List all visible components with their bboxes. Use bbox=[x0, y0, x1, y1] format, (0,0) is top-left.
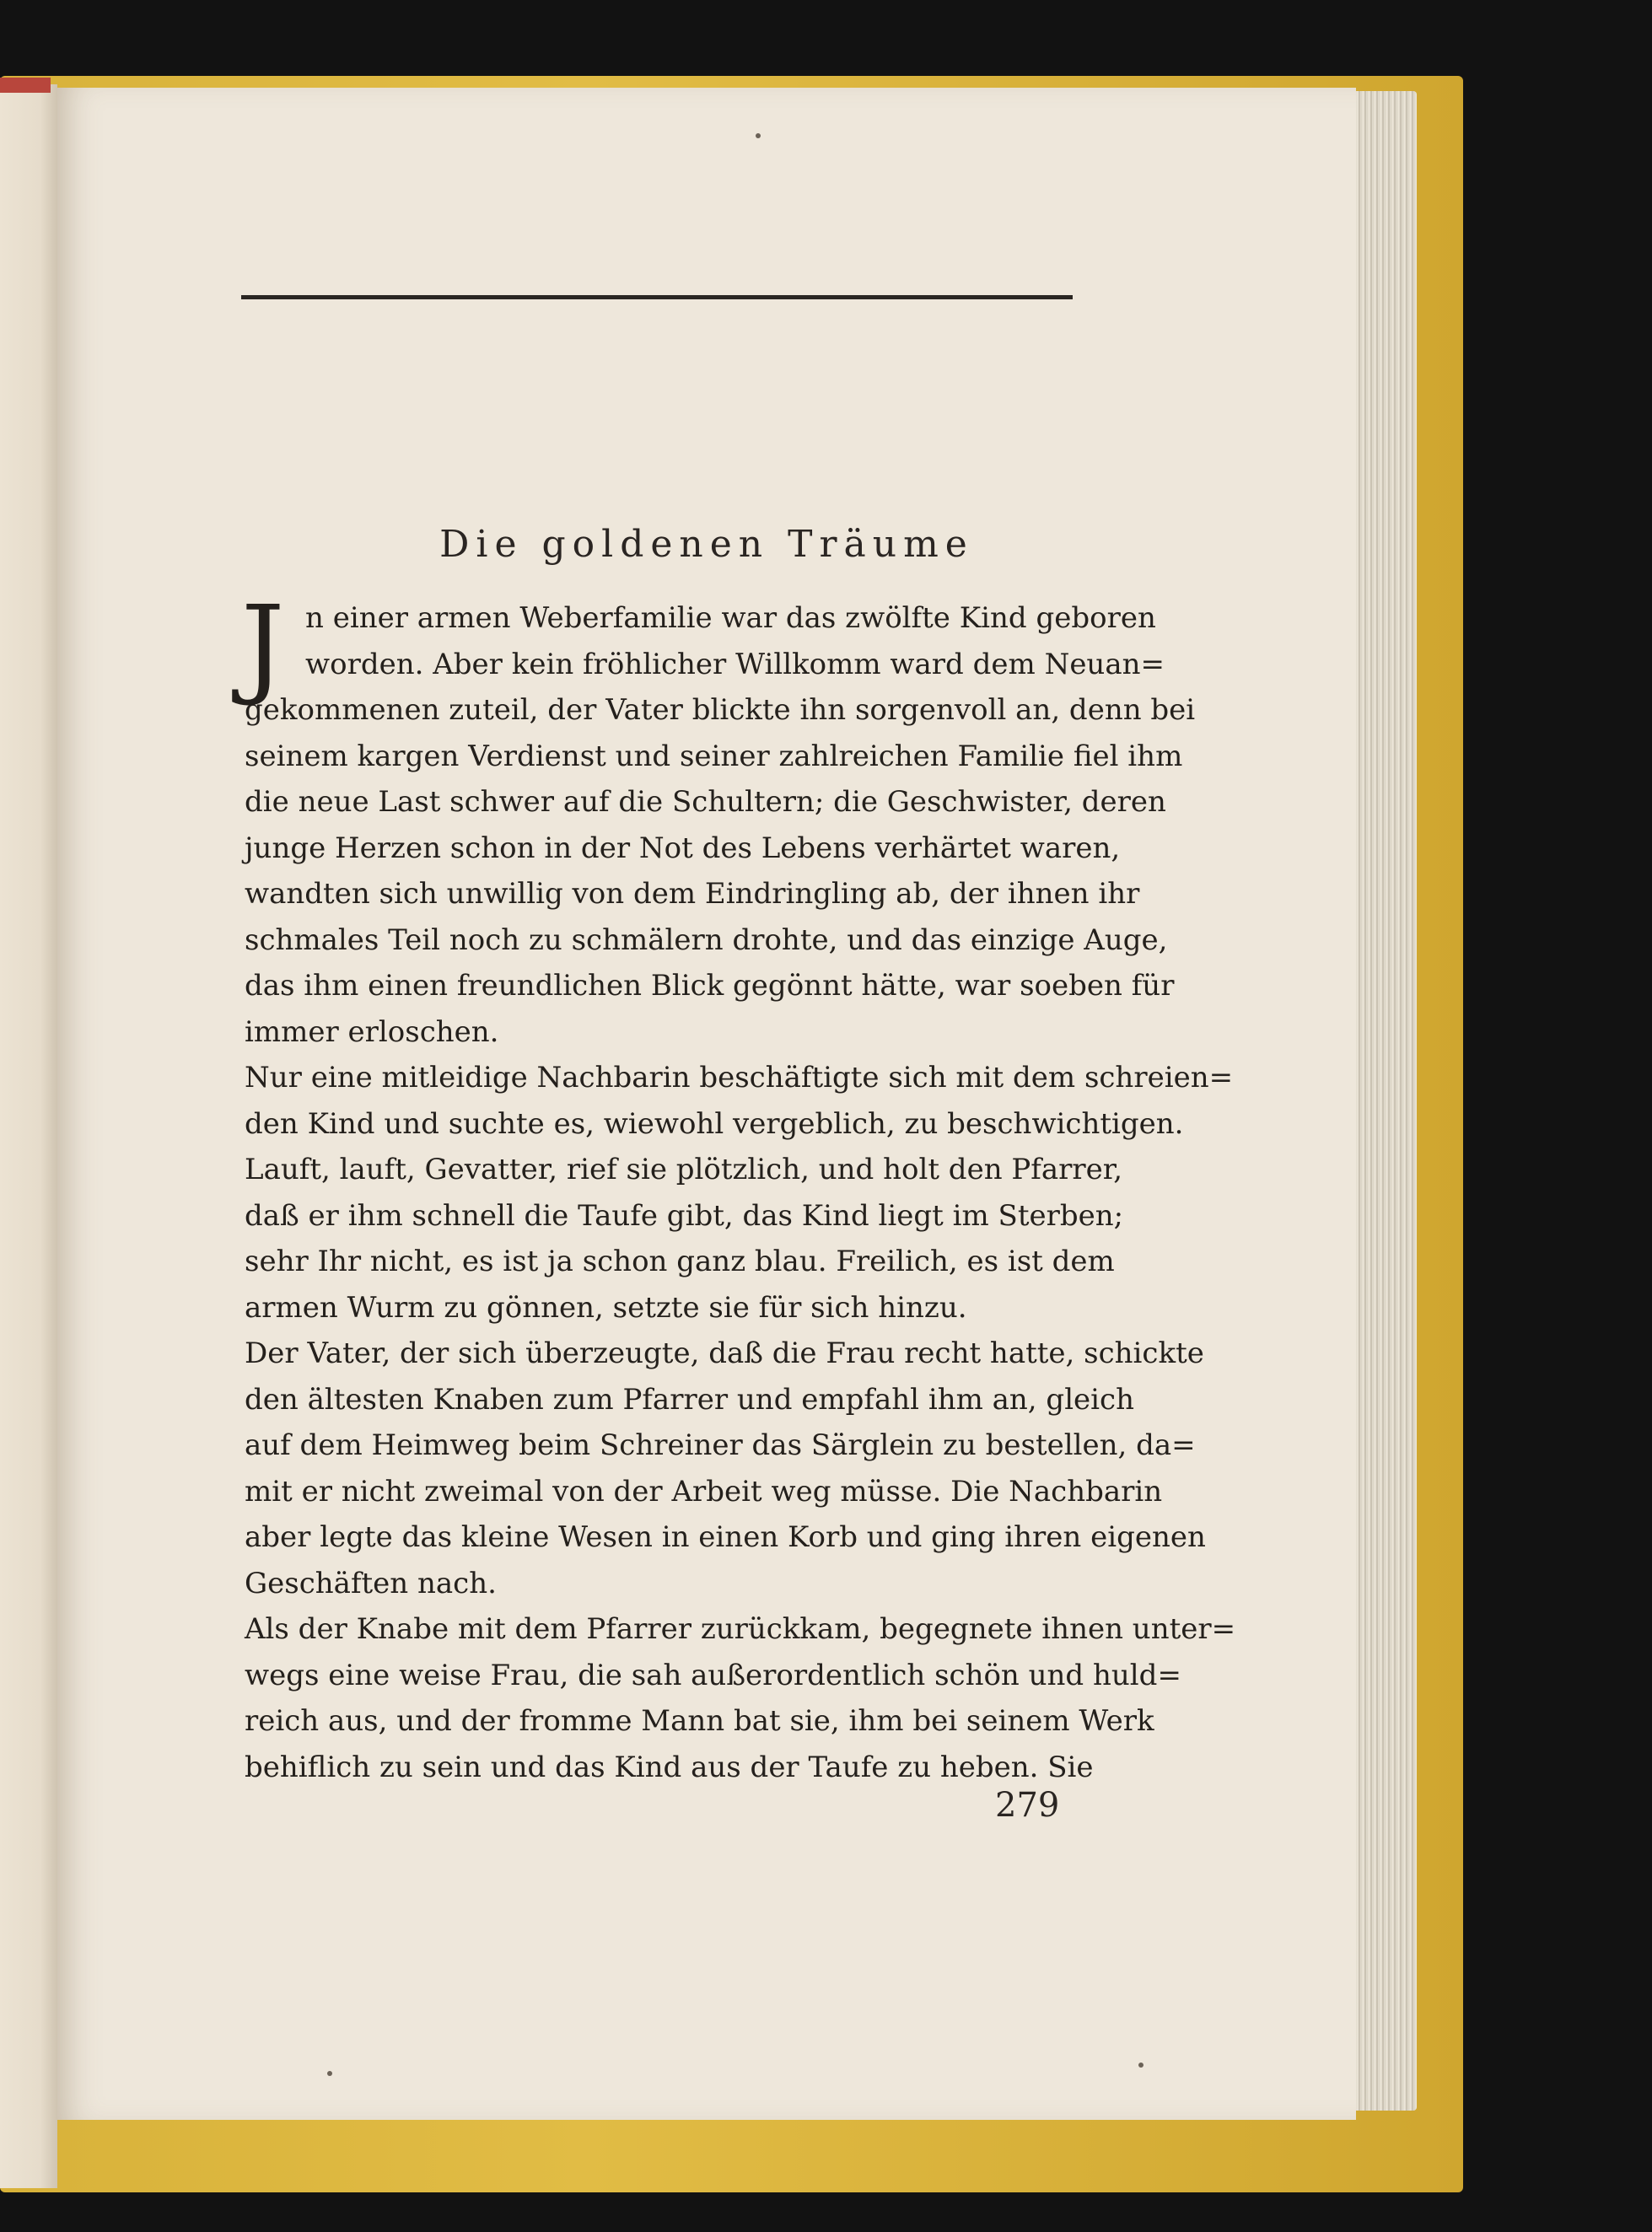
text-line: aber legte das kleine Wesen in einen Korb und ging ihren eigenen bbox=[245, 1520, 1206, 1554]
text-line: seinem kargen Verdienst und seiner zahlreichen Familie fiel ihm bbox=[245, 739, 1183, 773]
drop-cap: J bbox=[241, 584, 285, 709]
text-line: die neue Last schwer auf die Schultern; die Geschwister, deren bbox=[245, 785, 1166, 819]
text-line: immer erloschen. bbox=[245, 1014, 499, 1049]
left-facing-page bbox=[0, 84, 57, 2188]
paper-speck bbox=[327, 2071, 332, 2076]
text-line: behiflich zu sein und das Kind aus der Taufe zu heben. Sie bbox=[245, 1750, 1094, 1784]
text-line: auf dem Heimweg beim Schreiner das Särglein zu bestellen, da= bbox=[245, 1428, 1196, 1462]
text-line: junge Herzen schon in der Not des Lebens verhärtet waren, bbox=[245, 831, 1121, 865]
text-line: daß er ihm schnell die Taufe gibt, das Kind liegt im Sterben; bbox=[245, 1198, 1124, 1233]
text-line: sehr Ihr nicht, es ist ja schon ganz blau. Freilich, es ist dem bbox=[245, 1245, 1115, 1278]
paper-speck bbox=[756, 133, 761, 138]
text-line: Geschäften nach. bbox=[245, 1566, 497, 1600]
text-line: armen Wurm zu gönnen, setzte sie für sich hinzu. bbox=[245, 1290, 967, 1325]
text-line: das ihm einen freundlichen Blick gegönnt hätte, war soeben für bbox=[245, 969, 1175, 1003]
bookmark-ribbon bbox=[0, 78, 51, 93]
text-line: worden. Aber kein fröhlicher Willkomm ward dem Neuan= bbox=[305, 647, 1165, 681]
text-line: Als der Knabe mit dem Pfarrer zurückkam, begegnete ihnen unter= bbox=[245, 1612, 1236, 1646]
text-line: gekommenen zuteil, der Vater blickte ihn sorgenvoll an, denn bei bbox=[245, 693, 1196, 727]
text-line: wegs eine weise Frau, die sah außerordentlich schön und huld= bbox=[245, 1658, 1181, 1692]
text-line: den Kind und suchte es, wiewohl vergeblich, zu beschwichtigen. bbox=[245, 1106, 1184, 1141]
text-line: Nur eine mitleidige Nachbarin beschäftigte sich mit dem schreien= bbox=[245, 1061, 1234, 1094]
paper-speck bbox=[1138, 2063, 1143, 2068]
text-line: den ältesten Knaben zum Pfarrer und empfahl ihm an, gleich bbox=[245, 1382, 1134, 1417]
text-line: Der Vater, der sich überzeugte, daß die Frau recht hatte, schickte bbox=[245, 1337, 1204, 1370]
header-rule bbox=[241, 295, 1073, 299]
text-line: mit er nicht zweimal von der Arbeit weg müsse. Die Nachbarin bbox=[245, 1474, 1163, 1509]
page-number: 279 bbox=[995, 1786, 1060, 1825]
body-text bbox=[245, 595, 1236, 1790]
text-line: wandten sich unwillig von dem Eindringling ab, der ihnen ihr bbox=[245, 877, 1140, 911]
chapter-title: Die goldenen Träume bbox=[439, 523, 974, 566]
text-line: n einer armen Weberfamilie war das zwölfte Kind geboren bbox=[305, 601, 1156, 635]
text-line: schmales Teil noch zu schmälern drohte, und das einzige Auge, bbox=[245, 922, 1168, 957]
page-edges bbox=[1349, 91, 1417, 2111]
text-line: reich aus, und der fromme Mann bat sie, ihm bei seinem Werk bbox=[245, 1704, 1154, 1738]
text-line: Lauft, lauft, Gevatter, rief sie plötzlich, und holt den Pfarrer, bbox=[245, 1153, 1123, 1186]
